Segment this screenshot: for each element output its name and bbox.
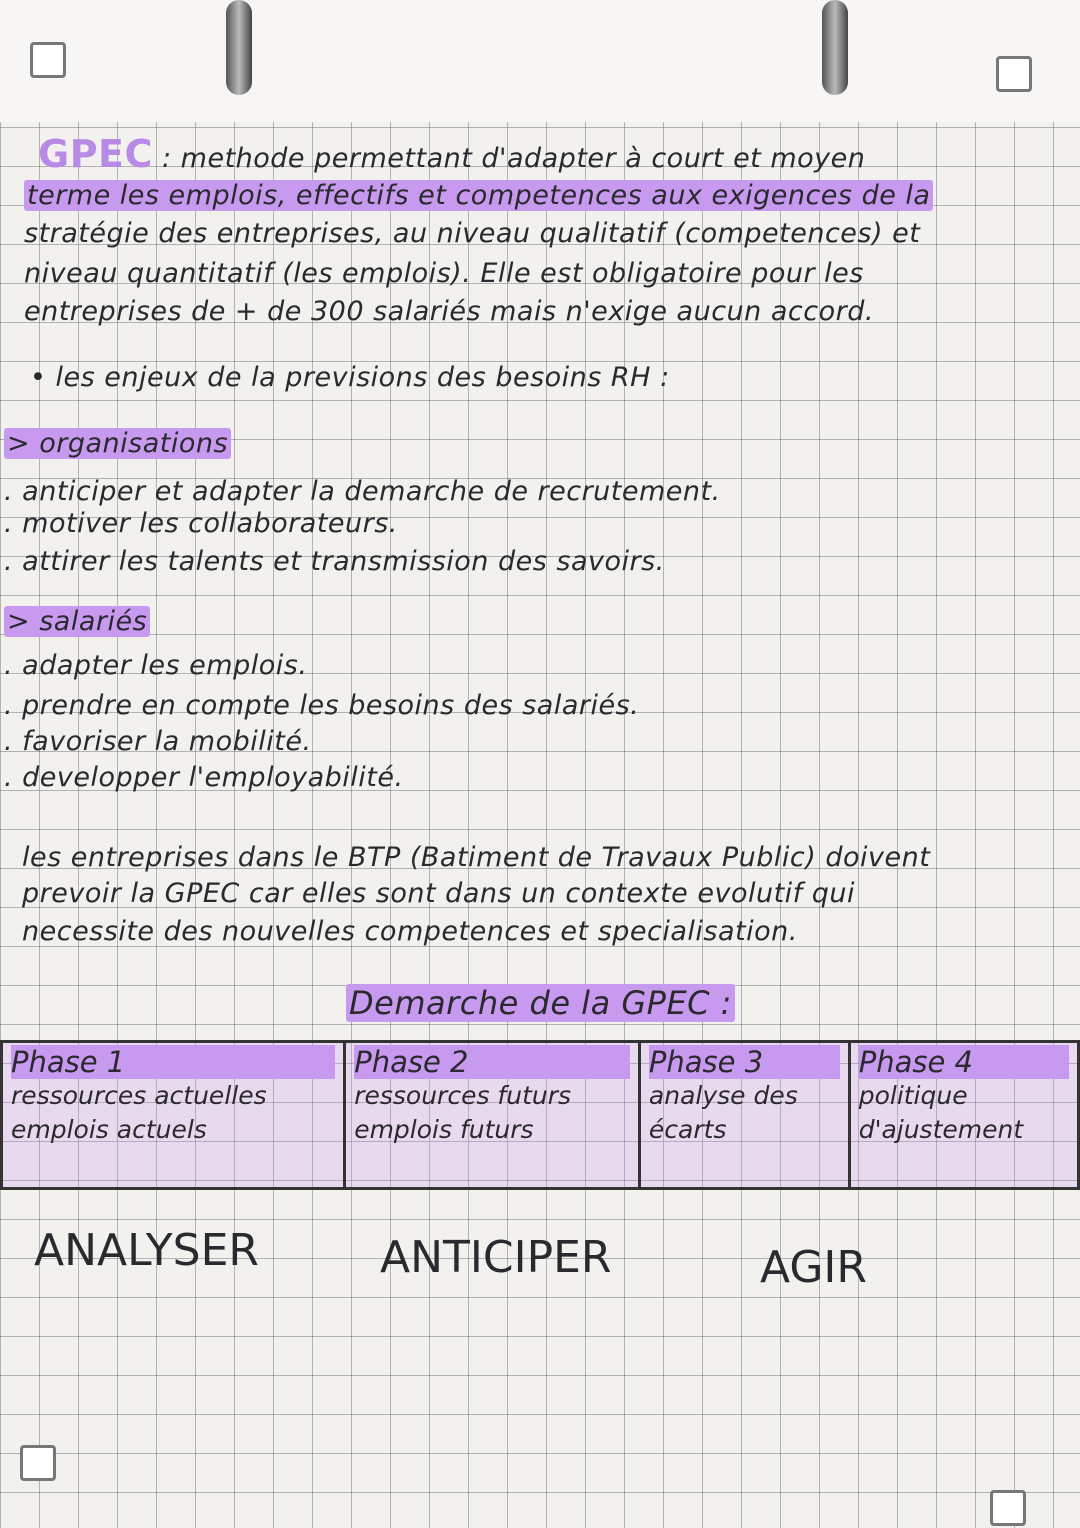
step-anticiper: ANTICIPER: [380, 1232, 612, 1283]
demarche-title: Demarche de la GPEC :: [346, 984, 735, 1022]
salaries-item: . adapter les emplois.: [4, 650, 308, 681]
salaries-item: . favoriser la mobilité.: [4, 726, 312, 757]
step-agir: AGIR: [760, 1242, 867, 1293]
salaries-item: . developper l'employabilité.: [4, 762, 404, 793]
btp-line: prevoir la GPEC car elles sont dans un contexte evolutif qui: [22, 878, 856, 909]
enjeux-heading: • les enjeux de la previsions des besoins RH :: [30, 362, 670, 393]
phase-cell: Phase 3 analyse des écarts: [639, 1042, 849, 1189]
organisations-item: . attirer les talents et transmission des savoirs.: [4, 546, 665, 577]
btp-line: les entreprises dans le BTP (Batiment de Travaux Public) doivent: [22, 842, 931, 873]
gpec-title: GPEC: [38, 132, 153, 176]
phase-cell: Phase 1 ressources actuelles emplois actuels: [2, 1042, 345, 1189]
intro-line: entreprises de + de 300 salariés mais n'exige aucun accord.: [24, 296, 874, 327]
organisations-heading: > organisations: [4, 428, 231, 459]
phase-cell: Phase 2 ressources futurs emplois futurs: [345, 1042, 640, 1189]
phase-cell: Phase 4 politique d'ajustement: [849, 1042, 1078, 1189]
punch-hole: [996, 56, 1032, 92]
punch-hole: [30, 42, 66, 78]
binder-ring: [226, 0, 252, 95]
salaries-item: . prendre en compte les besoins des salariés.: [4, 690, 640, 721]
punch-hole: [990, 1490, 1026, 1526]
punch-hole: [20, 1445, 56, 1481]
btp-line: necessite des nouvelles competences et specialisation.: [22, 916, 798, 947]
salaries-heading: > salariés: [4, 606, 150, 637]
organisations-item: . anticiper et adapter la demarche de recrutement.: [4, 476, 721, 507]
phases-table: [0, 1040, 1080, 1190]
intro-line: GPEC : methode permettant d'adapter à court et moyen: [38, 132, 866, 176]
binder-ring: [822, 0, 848, 95]
intro-line: stratégie des entreprises, au niveau qualitatif (competences) et: [24, 218, 921, 249]
intro-line: terme les emplois, effectifs et competences aux exigences de la: [24, 180, 933, 211]
organisations-item: . motiver les collaborateurs.: [4, 508, 398, 539]
intro-line: niveau quantitatif (les emplois). Elle est obligatoire pour les: [24, 258, 864, 289]
notebook-top-margin: [0, 0, 1080, 122]
step-analyser: ANALYSER: [34, 1225, 259, 1276]
